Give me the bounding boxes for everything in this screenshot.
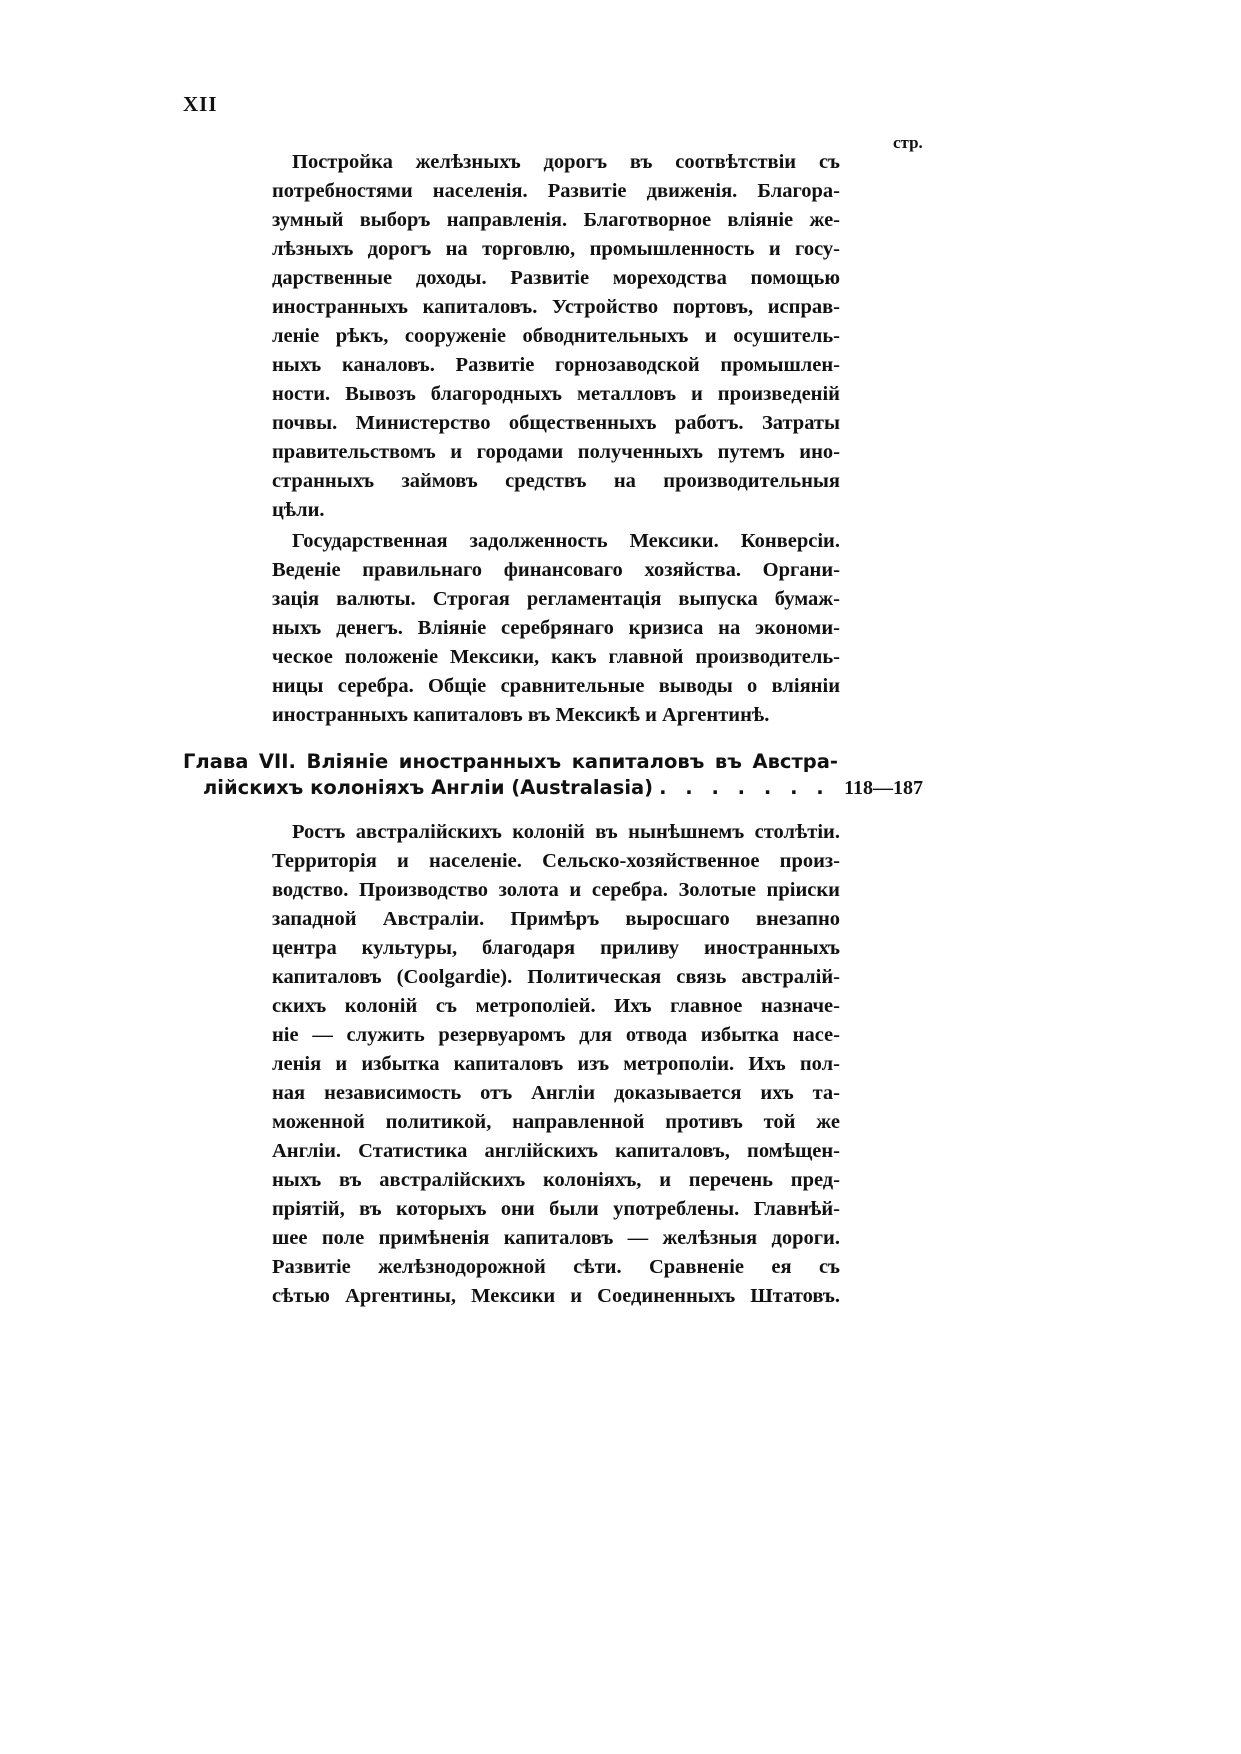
chapter-page-range: 118—187 — [844, 777, 923, 799]
text-line: Ростъ австралійскихъ колоній въ нынѣшнемъ столѣтіи. — [292, 821, 840, 843]
text-line: капиталовъ (Coolgardie). Политическая связь австралій- — [272, 966, 840, 988]
text-line: леніе рѣкъ, сооруженіе обводнительныхъ и осушитель- — [272, 325, 840, 347]
text-line: иностранныхъ капиталовъ въ Мексикѣ и Аргентинѣ. — [272, 704, 770, 726]
text-line: зація валюты. Строгая регламентація выпуска бумаж- — [272, 588, 840, 610]
text-line: дарственные доходы. Развитіе мореходства помощью — [272, 267, 840, 289]
text-line: Англіи. Статистика англійскихъ капиталовъ, помѣщен- — [272, 1140, 840, 1162]
text-line: ленія и избытка капиталовъ изъ метрополіи. Ихъ пол- — [272, 1053, 840, 1075]
text-line: ницы серебра. Общіе сравнительные выводы о вліяніи — [272, 675, 840, 697]
text-line: ныхъ денегъ. Вліяніе серебрянаго кризиса на экономи- — [272, 617, 840, 639]
text-line: ныхъ каналовъ. Развитіе горнозаводской промышлен- — [272, 354, 840, 376]
paragraph-railways — [272, 148, 840, 525]
text-line: лѣзныхъ дорогъ на торговлю, промышленность и госу- — [272, 238, 840, 260]
paragraph-australia — [272, 818, 840, 1311]
text-line: Постройка желѣзныхъ дорогъ въ соотвѣтствіи съ — [292, 151, 840, 173]
text-line: моженной политикой, направленной противъ той же — [272, 1111, 840, 1133]
text-line: Веденіе правильнаго финансоваго хозяйства. Органи- — [272, 559, 840, 581]
page-number: XII — [183, 92, 218, 116]
text-line: потребностями населенія. Развитіе движенія. Благора- — [272, 180, 840, 202]
text-line: почвы. Министерство общественныхъ работъ. Затраты — [272, 412, 840, 434]
text-line: странныхъ займовъ средствъ на производительныя — [272, 470, 840, 492]
text-line: западной Австраліи. Примѣръ выросшаго внезапно — [272, 908, 840, 930]
chapter-heading-text: лійскихъ колоніяхъ Англіи (Australasia) — [203, 776, 654, 799]
page-column-label: стр. — [893, 133, 923, 152]
text-line: Территорія и населеніе. Сельско-хозяйственное произ- — [272, 850, 840, 872]
text-line: ная независимость отъ Англіи доказывается ихъ та- — [272, 1082, 840, 1104]
text-line: зумный выборъ направленія. Благотворное вліяніе же- — [272, 209, 840, 231]
text-line: центра культуры, благодаря приливу иностранныхъ — [272, 937, 840, 959]
chapter-heading-line-2 — [203, 775, 923, 801]
text-line: шее поле примѣненія капиталовъ — желѣзныя дороги. — [272, 1227, 840, 1249]
chapter-heading-line-1: Глава VII. Вліяніе иностранныхъ капиталовъ въ Австра- — [183, 750, 838, 773]
text-line: водство. Производство золота и серебра. Золотые пріиски — [272, 879, 840, 901]
text-line: иностранныхъ капиталовъ. Устройство портовъ, исправ- — [272, 296, 840, 318]
text-line: пріятій, въ которыхъ они были употреблены. Главнѣй- — [272, 1198, 840, 1220]
text-line: ческое положеніе Мексики, какъ главной производитель- — [272, 646, 840, 668]
text-line: ныхъ въ австралійскихъ колоніяхъ, и перечень пред- — [272, 1169, 840, 1191]
text-line: ности. Вывозъ благородныхъ металловъ и произведеній — [272, 383, 840, 405]
text-line: ніе — служить резервуаромъ для отвода избытка насе- — [272, 1024, 840, 1046]
text-line: Развитіе желѣзнодорожной сѣти. Сравненіе ея съ — [272, 1256, 840, 1278]
text-line: правительствомъ и городами полученныхъ путемъ ино- — [272, 441, 840, 463]
paragraph-mexico-debt — [272, 527, 840, 730]
text-line: сѣтью Аргентины, Мексики и Соединенныхъ Штатовъ. — [272, 1285, 840, 1307]
text-line: цѣли. — [272, 499, 325, 521]
text-line: Государственная задолженность Мексики. Конверсіи. — [292, 530, 840, 552]
text-line: скихъ колоній съ метрополіей. Ихъ главное назначе- — [272, 995, 840, 1017]
dot-leader: . . . . . . . — [659, 776, 830, 799]
